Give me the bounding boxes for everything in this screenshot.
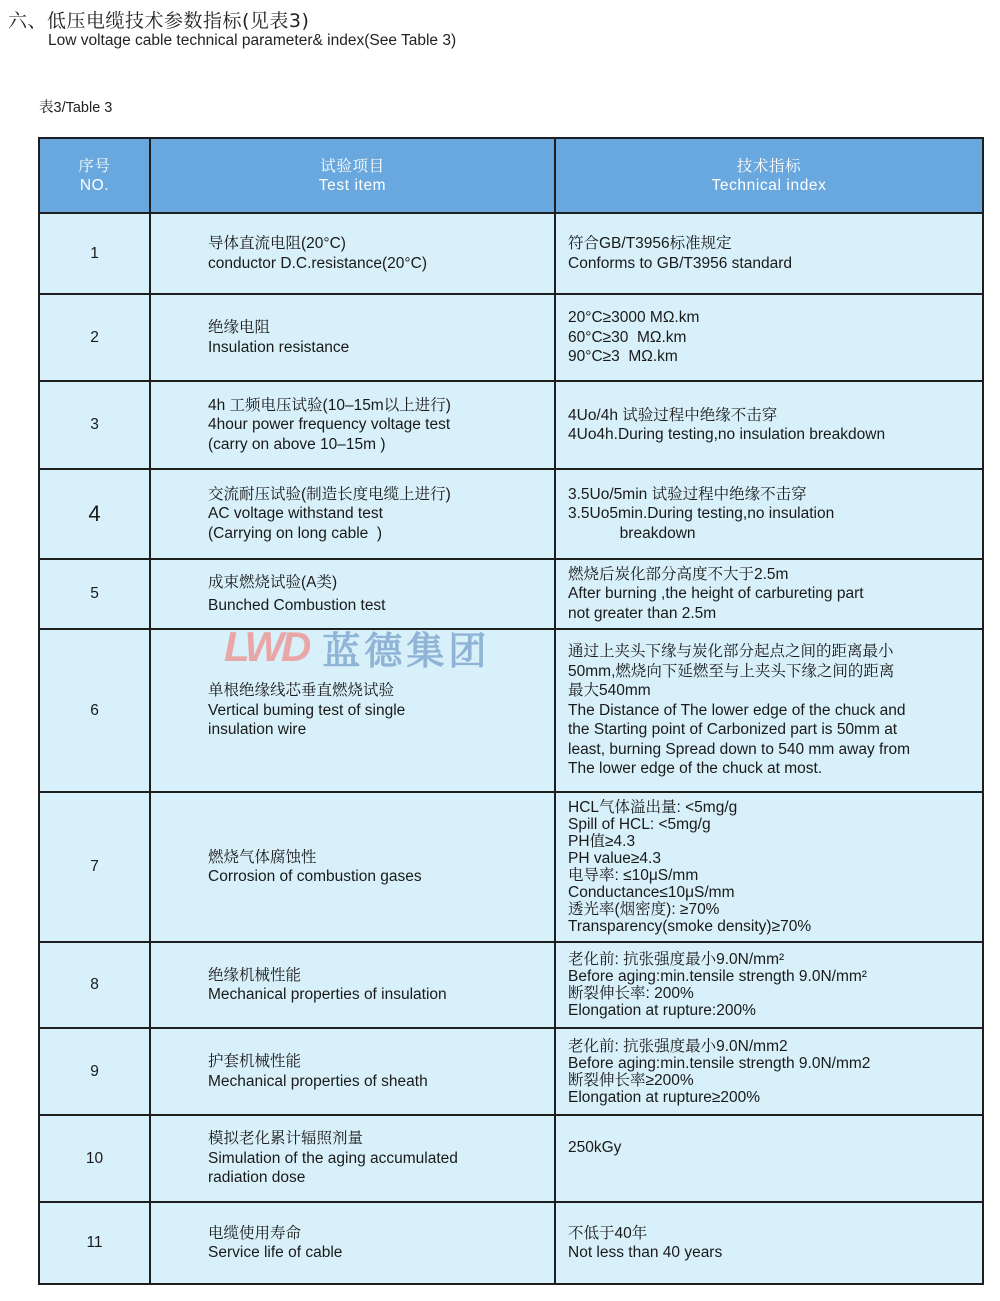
index-line: PH value≥4.3 (568, 850, 661, 867)
test-item-cn: 成束燃烧试验(A类) (208, 573, 338, 591)
test-item-en: Mechanical properties of sheath (208, 1072, 428, 1090)
index-line: 断裂伸长率≥200% (568, 1071, 694, 1089)
test-item-en: conductor D.C.resistance(20°C) (208, 254, 427, 272)
index-line: HCL气体溢出量: <5mg/g (568, 799, 738, 816)
column-header-en: NO. (79, 176, 110, 194)
technical-index-cell (555, 792, 983, 942)
test-item-cell (150, 629, 555, 792)
test-item-en: AC voltage withstand test (208, 505, 383, 523)
spec-table-container (38, 137, 982, 1285)
test-item-cell (150, 942, 555, 1028)
row-number: 8 (39, 942, 150, 1028)
index-line: 4Uo4h.During testing,no insulation breakdown (568, 426, 886, 443)
table-row (39, 792, 983, 942)
column-header-technical-index (555, 138, 983, 213)
technical-index-cell (555, 381, 983, 469)
index-line: 60°C≥30 MΩ.km (568, 328, 687, 346)
technical-index-cell (555, 294, 983, 381)
column-header-cn: 试验项目 (320, 157, 385, 175)
index-line: 燃烧后炭化部分高度不大于2.5m (568, 565, 789, 583)
column-header-en: Technical index (711, 176, 827, 194)
watermark-logo: LWD (224, 623, 309, 670)
table-row (39, 294, 983, 381)
test-item-cn: 4h 工频电压试验(10–15m以上进行) (208, 396, 451, 414)
technical-index-cell (555, 213, 983, 294)
test-item-en: Insulation resistance (208, 338, 350, 356)
test-item-cn: 绝缘电阻 (208, 319, 271, 336)
table-caption: 表3/Table 3 (39, 100, 113, 116)
test-item-en: Simulation of the aging accumulated (208, 1149, 458, 1167)
technical-index-cell (555, 469, 983, 559)
test-item-en: Service life of cable (208, 1244, 343, 1261)
index-line: 250kGy (568, 1139, 622, 1156)
index-line: 老化前: 抗张强度最小9.0N/mm2 (568, 1037, 788, 1055)
table-row (39, 1115, 983, 1202)
test-item-en: (Carrying on long cable ) (208, 524, 383, 542)
test-item-cell (150, 559, 555, 629)
row-number: 9 (39, 1028, 150, 1115)
index-line: The lower edge of the chuck at most. (568, 760, 823, 778)
table-row (39, 1202, 983, 1284)
test-item-cell (150, 1115, 555, 1202)
test-item-en: Corrosion of combustion gases (208, 868, 422, 885)
row-number: 4 (39, 469, 150, 559)
index-line: 20°C≥3000 MΩ.km (568, 309, 700, 327)
index-line: PH值≥4.3 (568, 833, 636, 850)
table-header-row (39, 138, 983, 213)
test-item-cell (150, 792, 555, 942)
index-line: 4Uo/4h 试验过程中绝缘不击穿 (568, 406, 778, 424)
row-number: 1 (39, 213, 150, 294)
test-item-cell (150, 1028, 555, 1115)
table-row (39, 213, 983, 294)
technical-index-cell (555, 559, 983, 629)
row-number: 11 (39, 1202, 150, 1284)
test-item-cell (150, 294, 555, 381)
test-item-cn: 交流耐压试验(制造长度电缆上进行) (208, 485, 451, 503)
table-row (39, 381, 983, 469)
test-item-cn: 绝缘机械性能 (208, 966, 302, 984)
row-number: 10 (39, 1115, 150, 1202)
technical-index-cell (555, 1115, 983, 1202)
test-item-en: Vertical buming test of single (208, 701, 406, 719)
row-number: 6 (39, 629, 150, 792)
spec-table (38, 137, 984, 1285)
index-line: Before aging:min.tensile strength 9.0N/mm2 (568, 1054, 871, 1072)
test-item-cn: 模拟老化累计辐照剂量 (208, 1130, 364, 1148)
index-line: breakdown (568, 524, 696, 542)
table-row (39, 942, 983, 1028)
index-line: 不低于40年 (568, 1224, 648, 1242)
index-line: 50mm,燃烧向下延燃至与上夹头下缘之间的距离 (568, 662, 895, 680)
test-item-en: Mechanical properties of insulation (208, 986, 447, 1003)
test-item-en: insulation wire (208, 721, 307, 739)
index-line: not greater than 2.5m (568, 604, 717, 622)
column-header-test-item (150, 138, 555, 213)
test-item-cn: 导体直流电阻(20°C) (208, 235, 346, 252)
row-number: 5 (39, 559, 150, 629)
table-row (39, 629, 983, 792)
test-item-cell (150, 381, 555, 469)
row-number: 2 (39, 294, 150, 381)
section-title-en: Low voltage cable technical parameter& index(See Table 3) (48, 32, 457, 49)
index-line: 符合GB/T3956标准规定 (568, 235, 732, 252)
index-line: 90°C≥3 MΩ.km (568, 348, 678, 366)
technical-index-cell (555, 1028, 983, 1115)
test-item-cn: 电缆使用寿命 (208, 1224, 302, 1242)
test-item-en: 4hour power frequency voltage test (208, 416, 451, 434)
index-line: The Distance of The lower edge of the chuck and (568, 701, 906, 719)
table-row (39, 559, 983, 629)
test-item-en: Bunched Combustion test (208, 597, 386, 614)
column-header-en: Test item (318, 176, 387, 194)
index-line: Not less than 40 years (568, 1244, 723, 1261)
index-line: 通过上夹头下缘与炭化部分起点之间的距离最小 (568, 643, 894, 661)
table-row (39, 1028, 983, 1115)
technical-index-cell (555, 942, 983, 1028)
test-item-cn: 单根绝缘线芯垂直燃烧试验 (208, 682, 395, 700)
index-line: Conductance≤10μS/mm (568, 884, 735, 901)
index-line: Before aging:min.tensile strength 9.0N/mm² (568, 968, 867, 985)
index-line: the Starting point of Carbonized part is 50mm at (568, 721, 898, 739)
index-line: Conforms to GB/T3956 standard (568, 254, 793, 272)
row-number: 3 (39, 381, 150, 469)
test-item-cn: 燃烧气体腐蚀性 (208, 848, 317, 866)
index-line: 透光率(烟密度): ≥70% (568, 901, 720, 918)
index-line: 老化前: 抗张强度最小9.0N/mm² (568, 951, 785, 968)
table-row (39, 469, 983, 559)
index-line: Transparency(smoke density)≥70% (568, 918, 812, 935)
test-item-en: (carry on above 10–15m ) (208, 435, 386, 453)
index-line: 3.5Uo5min.During testing,no insulation (568, 505, 835, 523)
index-line: After burning ,the height of carbureting part (568, 585, 864, 603)
index-line: Elongation at rupture:200% (568, 1002, 756, 1019)
test-item-cell (150, 469, 555, 559)
index-line: 3.5Uo/5min 试验过程中绝缘不击穿 (568, 485, 807, 503)
technical-index-cell (555, 1202, 983, 1284)
index-line: 最大540mm (568, 682, 651, 700)
test-item-cell (150, 213, 555, 294)
index-line: least, burning Spread down to 540 mm away from (568, 740, 911, 758)
index-line: 断裂伸长率: 200% (568, 985, 694, 1002)
technical-index-cell (555, 629, 983, 792)
test-item-cell (150, 1202, 555, 1284)
column-header-cn: 序号 (78, 157, 111, 175)
section-title-cn: 六、低压电缆技术参数指标(见表3) (8, 10, 310, 32)
index-line: 电导率: ≤10μS/mm (568, 867, 699, 884)
row-number: 7 (39, 792, 150, 942)
index-line: Spill of HCL: <5mg/g (568, 816, 711, 833)
column-header-cn: 技术指标 (736, 157, 802, 175)
test-item-cn: 护套机械性能 (208, 1053, 302, 1070)
watermark-text: 蓝德集团 (322, 628, 491, 673)
column-header-no (39, 138, 150, 213)
index-line: Elongation at rupture≥200% (568, 1088, 761, 1106)
test-item-en: radiation dose (208, 1169, 306, 1187)
